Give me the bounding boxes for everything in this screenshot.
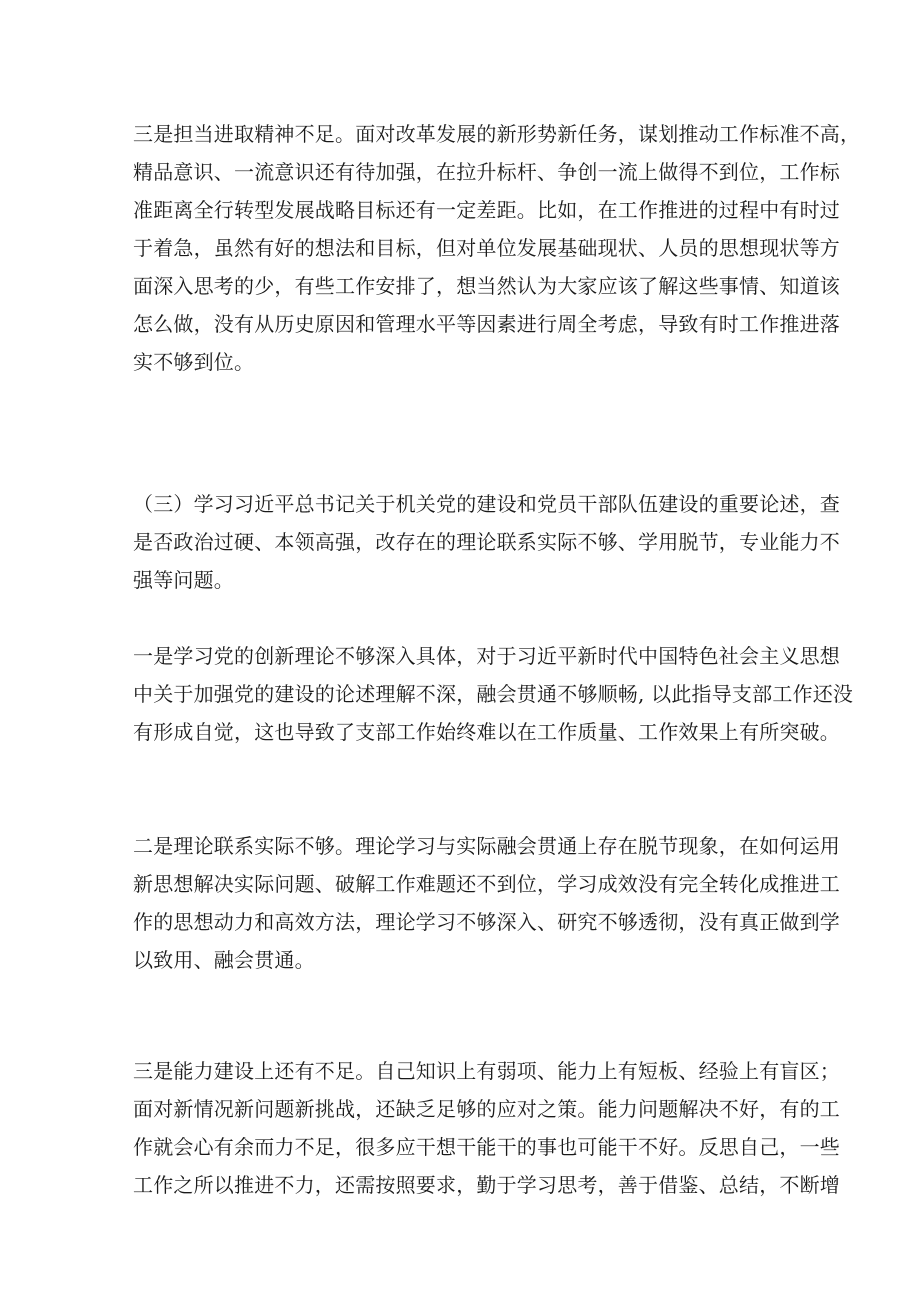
- paragraph-line: 作就会心有余而力不足，很多应干想干能干的事也可能干不好。反思自己，一些: [133, 1135, 840, 1159]
- paragraph-line: 强等问题。: [133, 568, 234, 592]
- paragraph-line: 二是理论联系实际不够。理论学习与实际融会贯通上存在脱节现象，在如何运用: [133, 834, 840, 858]
- paragraph-line: 以致用、融会贯通。: [133, 948, 315, 972]
- paragraph-line: 面对新情况新问题新挑战，还缺乏足够的应对之策。能力问题解决不好，有的工: [133, 1097, 840, 1121]
- paragraph-line: 是否政治过硬、本领高强，改存在的理论联系实际不够、学用脱节，专业能力不: [133, 530, 840, 554]
- paragraph-line: 面深入思考的少，有些工作安排了，想当然认为大家应该了解这些事情、知道该: [133, 274, 840, 298]
- paragraph-line: 实不够到位。: [133, 350, 255, 374]
- paragraph-line: 作的思想动力和高效方法，理论学习不够深入、研究不够透彻，没有真正做到学: [133, 910, 840, 934]
- paragraph-line: 工作之所以推进不力，还需按照要求，勤于学习思考，善于借鉴、总结，不断增: [133, 1173, 840, 1197]
- paragraph-line: 中关于加强党的建设的论述理解不深，融会贯通不够顺畅, 以此指导支部工作还没: [133, 682, 854, 706]
- paragraph-line: 新思想解决实际问题、破解工作难题还不到位，学习成效没有完全转化成推进工: [133, 872, 840, 896]
- section-heading-three: [133, 485, 840, 599]
- paragraph-line: 精品意识、一流意识还有待加强，在拉升标杆、争创一流上做得不到位，工作标: [133, 160, 840, 184]
- paragraph-line: 怎么做，没有从历史原因和管理水平等因素进行周全考虑，导致有时工作推进落: [133, 312, 840, 336]
- paragraph-line: 有形成自觉，这也导致了支部工作始终难以在工作质量、工作效果上有所突破。: [133, 720, 840, 744]
- paragraph-commitment-insufficient: [133, 115, 861, 381]
- paragraph-line: 一是学习党的创新理论不够深入具体，对于习近平新时代中国特色社会主义思想: [133, 644, 840, 668]
- paragraph-line: 三是能力建设上还有不足。自己知识上有弱项、能力上有短板、经验上有盲区；: [133, 1059, 840, 1083]
- paragraph-capability-building: [133, 1052, 840, 1204]
- paragraph-line: 准距离全行转型发展战略目标还有一定差距。比如，在工作推进的过程中有时过: [133, 198, 840, 222]
- paragraph-theory-study: [133, 637, 854, 751]
- paragraph-line: 于着急，虽然有好的想法和目标，但对单位发展基础现状、人员的思想现状等方: [133, 236, 840, 260]
- paragraph-line: 三是担当进取精神不足。面对改革发展的新形势新任务，谋划推动工作标准不高，: [133, 122, 861, 146]
- paragraph-line: （三）学习习近平总书记关于机关党的建设和党员干部队伍建设的重要论述，查: [133, 492, 840, 516]
- paragraph-theory-practice: [133, 827, 840, 979]
